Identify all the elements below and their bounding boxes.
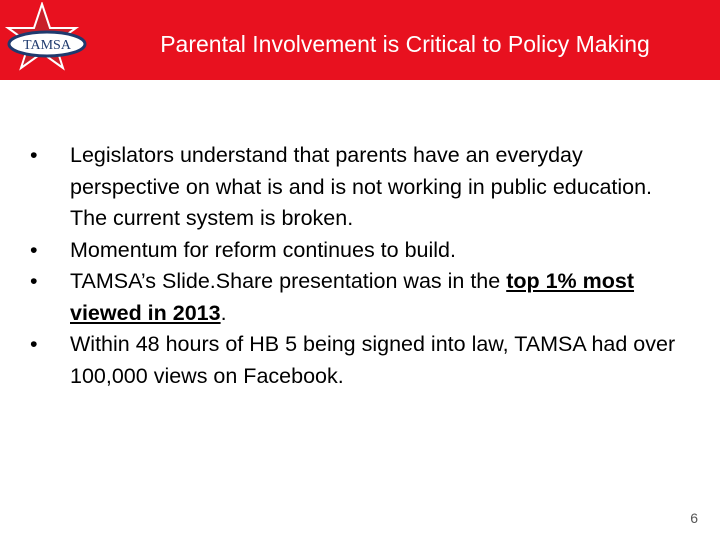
- slide-title: Parental Involvement is Critical to Policy Making: [160, 31, 650, 57]
- tamsa-logo: [2, 2, 94, 78]
- emphasized-stat: top 1% most viewed in 2013: [70, 269, 635, 325]
- bullet-text: TAMSA’s Slide.Share presentation was in the: [70, 269, 507, 293]
- bullet-item: • Within 48 hours of HB 5 being signed into law, TAMSA had over 100,000 views on Facebook.: [28, 329, 688, 392]
- bullet-item: • Legislators understand that parents have an everyday perspective on what is and is not working in public education. The current system is broken.: [28, 140, 688, 235]
- bullet-text: .: [220, 300, 227, 325]
- title-bar: [0, 0, 720, 80]
- page-number: 6: [690, 510, 698, 526]
- bullet-item: [28, 266, 688, 329]
- logo-text: TAMSA: [23, 38, 71, 53]
- bullet-list: [28, 140, 688, 392]
- bullet-item: • Momentum for reform continues to build.: [28, 235, 688, 267]
